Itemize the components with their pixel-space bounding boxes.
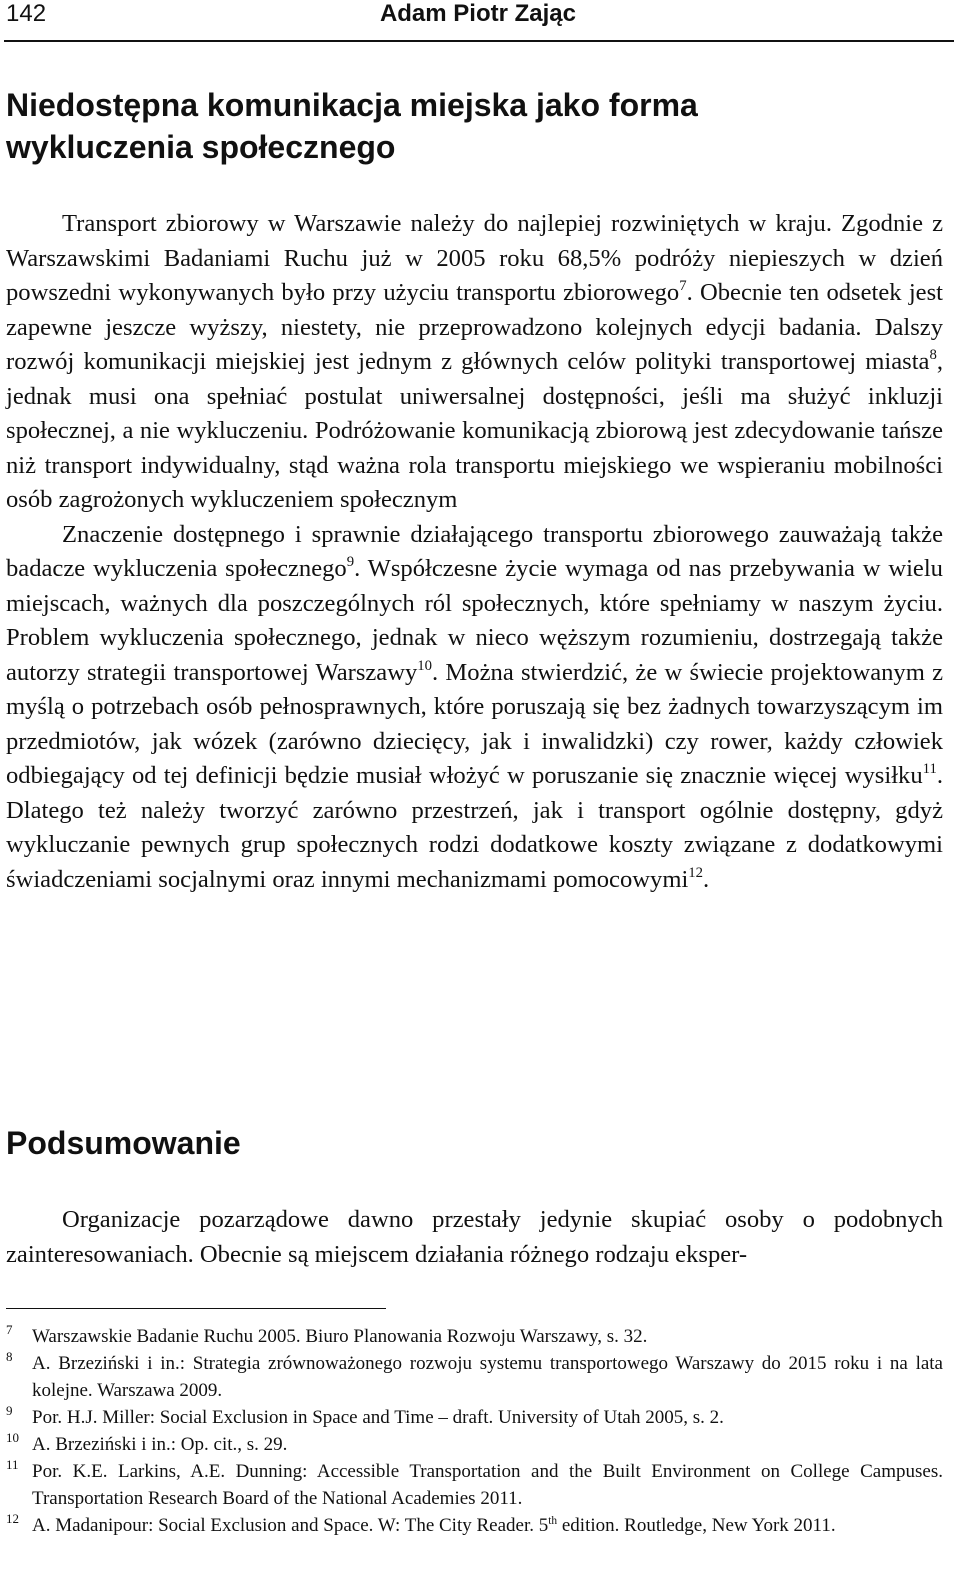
footnote-number: 7	[6, 1322, 13, 1337]
footnote-text: edition. Routledge, New York 2011.	[557, 1515, 836, 1536]
body-paragraph-3: Organizacje pozarządowe dawno przestały jedynie skupiać osoby o podobnych zainteresowaniach. Obecnie są miejscem działania różnego rodzaju eksper-	[6, 1206, 943, 1268]
running-header	[6, 0, 954, 40]
footnote-text: A. Brzeziński i in.: Strategia zrównoważonego rozwoju systemu transportowego Warszawy do 2015 roku i na lata kolejne. Warszawa 2009.	[32, 1353, 943, 1401]
page-number: 142	[6, 0, 47, 27]
text-run: .	[703, 865, 710, 893]
footnote	[6, 1512, 943, 1539]
text-run: . Dlatego też należy tworzyć zarówno przestrzeń, jak i transport ogólnie dostępny, gdyż wykluczanie pewnych grup społecznych rodzi dodatkowe koszty związane z dodatkowymi świadczeniami socjalnymi oraz innymi mechanizmami pomocowymi	[6, 762, 943, 893]
text-run: Znaczenie dostępnego i sprawnie działającego transportu zbiorowego zauważają także badacze wykluczenia społecznego	[6, 520, 943, 582]
footnote	[6, 1404, 943, 1431]
section-1-body	[6, 207, 943, 897]
section-heading-1-line2: wykluczenia społecznego	[6, 129, 396, 165]
footnote	[6, 1350, 943, 1404]
text-run: . Obecnie ten odsetek jest zapewne jeszcze wyższy, niestety, nie przeprowadzono kolejnych edycji badania. Dalszy rozwój komunikacji miejskiej jest jednym z głównych celów polityki transportowej miasta	[6, 279, 943, 375]
footnote-ref-12: 12	[688, 864, 704, 881]
footnote-number: 12	[6, 1511, 19, 1526]
footnote-ref-7: 7	[679, 278, 687, 295]
footnote-number: 10	[6, 1430, 19, 1445]
footnote	[6, 1458, 943, 1512]
text-run: . Współczesne życie wymaga od nas przebywania w wielu miejscach, ważnych dla poszczególnych ról społecznych, które spełniamy w naszym życiu. Problem wykluczenia społecznego, jednak w nieco węższym rozumieniu, dostrzegają także autorzy strategii transportowej Warszawy	[6, 555, 943, 686]
footnote-ref-11: 11	[922, 761, 937, 778]
section-heading-1	[6, 84, 806, 168]
footnote-ref-8: 8	[929, 347, 937, 364]
footnote-number: 9	[6, 1403, 13, 1418]
section-heading-2: Podsumowanie	[6, 1125, 241, 1161]
section-2-body	[6, 1203, 943, 1272]
footnote	[6, 1323, 943, 1350]
text-run: Transport zbiorowy w Warszawie należy do najlepiej rozwiniętych w kraju. Zgodnie z Warszawskimi Badaniami Ruchu już w 2005 roku 68,5% podróży niepieszych w dzień powszedni wykonywanych było przy użyciu transportu zbiorowego	[6, 210, 943, 306]
footnote	[6, 1431, 943, 1458]
footnotes	[6, 1323, 943, 1539]
footnote-number: 8	[6, 1349, 13, 1364]
footnote-ref-10: 10	[417, 657, 433, 674]
header-rule	[4, 40, 954, 42]
body-paragraph-2	[6, 518, 943, 898]
running-header-author: Adam Piotr Zając	[379, 0, 576, 27]
footnote-text: A. Madanipour: Social Exclusion and Space. W: The City Reader. 5	[32, 1515, 549, 1536]
footnote-text: A. Brzeziński i in.: Op. cit., s. 29.	[32, 1434, 288, 1455]
superscript: th	[548, 1514, 558, 1527]
footnote-separator	[6, 1308, 386, 1309]
body-paragraph-1	[6, 207, 943, 518]
text-run: , jednak musi ona spełniać postulat uniwersalnej dostępności, jeśli ma służyć inkluzji społecznej, a nie wykluczeniu. Podróżowanie komunikacją zbiorową jest zdecydowanie tańsze niż transport indywidualny, stąd ważna rola transportu miejskiego we wspieraniu mobilności osób zagrożonych wykluczeniem społecznym	[6, 348, 943, 513]
footnote-ref-9: 9	[346, 554, 355, 571]
text-run: . Można stwierdzić, że w świecie projektowanym z myślą o potrzebach osób pełnosprawnych, które poruszają się bez żadnych towarzyszącym im przedmiotów, jak wózek (zarówno dziecięcy, jak i inwalidzki) czy rower, każdy człowiek odbiegający od tej definicji będzie musiał włożyć w poruszanie się znacznie więcej wysiłku	[6, 658, 943, 789]
footnote-text: Por. K.E. Larkins, A.E. Dunning: Accessible Transportation and the Built Environment on College Campuses. Transportation Research Board of the National Academies 2011.	[32, 1461, 943, 1509]
section-heading-1-line1: Niedostępna komunikacja miejska jako forma	[6, 87, 698, 123]
footnote-text: Warszawskie Badanie Ruchu 2005. Biuro Planowania Rozwoju Warszawy, s. 32.	[32, 1326, 648, 1347]
footnote-text: Por. H.J. Miller: Social Exclusion in Space and Time – draft. University of Utah 2005, s. 2.	[32, 1407, 724, 1428]
footnote-number: 11	[6, 1457, 19, 1472]
